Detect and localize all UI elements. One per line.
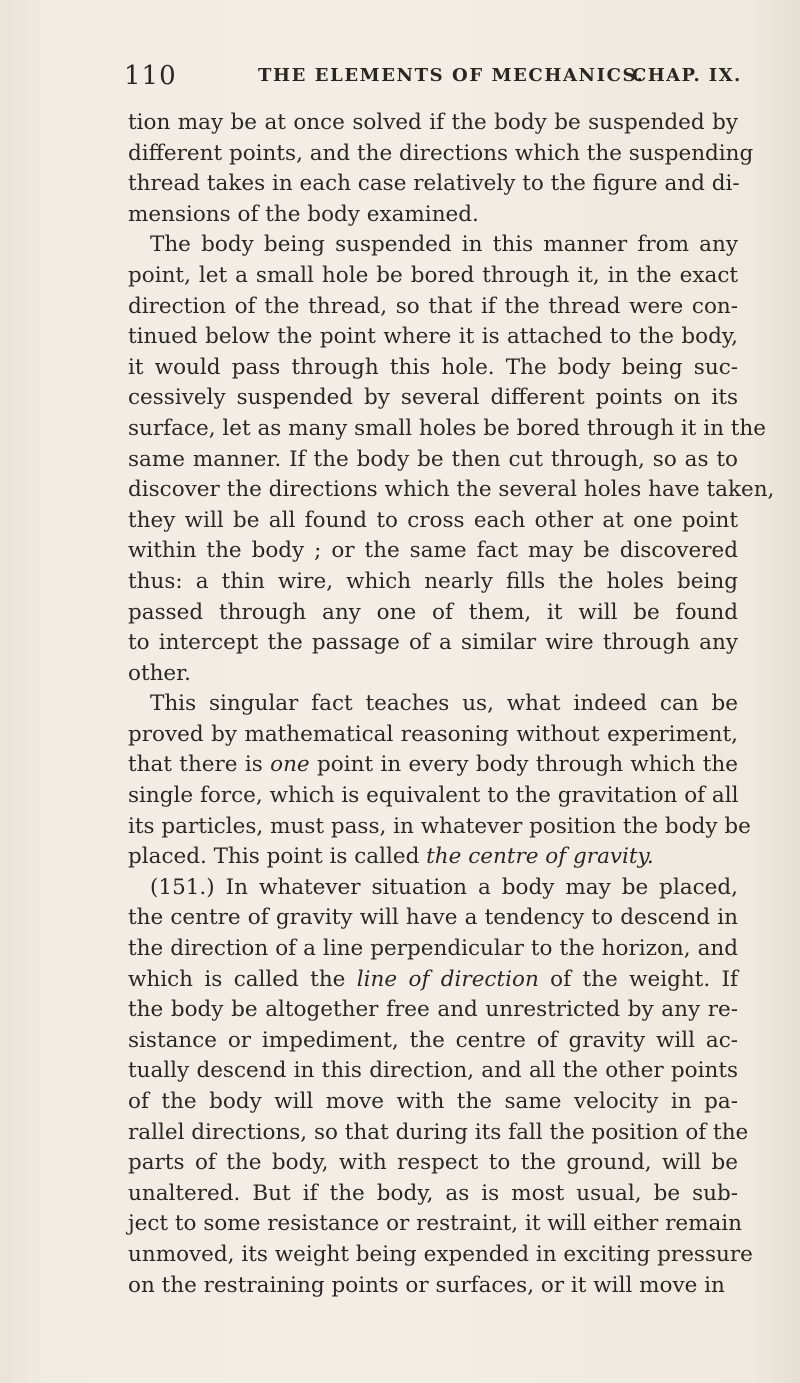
text-line: on the restraining points or surfaces, or it will move in bbox=[128, 1272, 725, 1298]
text-line: parts of the body, with respect to the ground, will be bbox=[128, 1150, 738, 1176]
text-line: the body be altogether free and unrestricted by any re- bbox=[128, 997, 738, 1023]
text-line: same manner. If the body be then cut through, so as to bbox=[128, 446, 738, 472]
text-line: single force, which is equivalent to the gravitation of all bbox=[128, 783, 739, 809]
text-line: its particles, must pass, in whatever position the body be bbox=[128, 813, 751, 839]
text-line: within the body ; or the same fact may be discovered bbox=[128, 538, 738, 564]
text-line: of the body will move with the same velocity in pa- bbox=[128, 1089, 738, 1114]
italic-phrase: one bbox=[270, 752, 310, 778]
text-line: surface, let as many small holes be bored through it in the bbox=[128, 415, 766, 441]
text-line: proved by mathematical reasoning without experiment, bbox=[128, 721, 738, 747]
page-number: 110 bbox=[124, 61, 177, 91]
running-title: THE ELEMENTS OF MECHANICS. bbox=[258, 65, 645, 86]
text-line-segment: placed. This point is called bbox=[128, 844, 427, 870]
text-line bbox=[128, 965, 738, 996]
text-line: ject to some resistance or restraint, it will either remain bbox=[128, 1211, 743, 1237]
italic-phrase: the centre of gravity. bbox=[426, 844, 654, 870]
text-line: cessively suspended by several different points on its bbox=[128, 385, 738, 411]
text-line-segment: that there is bbox=[128, 752, 271, 778]
text-line: tion may be at once solved if the body be suspended by bbox=[128, 110, 738, 135]
text-line-segment: point in every body through which the bbox=[309, 752, 738, 778]
text-line: discover the directions which the several holes have taken, bbox=[128, 477, 775, 503]
running-header bbox=[124, 58, 764, 94]
body-text bbox=[128, 108, 775, 1301]
text-line: it would pass through this hole. The body being suc- bbox=[128, 354, 738, 380]
text-line: other. bbox=[128, 660, 191, 686]
text-line: (151.) In whatever situation a body may be placed, bbox=[150, 874, 738, 900]
text-line: point, let a small hole be bored through it, in the exact bbox=[128, 262, 738, 288]
text-line: the direction of a line perpendicular to the horizon, and bbox=[128, 936, 738, 962]
chapter-label: CHAP. IX. bbox=[632, 65, 742, 86]
text-line: direction of the thread, so that if the thread were con- bbox=[128, 293, 738, 319]
text-line-segment: which is called the bbox=[128, 966, 357, 992]
text-line: they will be all found to cross each other at one point bbox=[128, 507, 738, 533]
italic-phrase: line of direction bbox=[356, 966, 539, 992]
text-line: unaltered. But if the body, as is most usual, be sub- bbox=[128, 1180, 738, 1206]
text-line: thread takes in each case relatively to the figure and di- bbox=[128, 171, 740, 197]
text-line: unmoved, its weight being expended in exciting pressure bbox=[128, 1241, 753, 1267]
text-line-segment: of the weight. If bbox=[538, 966, 738, 992]
text-line: tually descend in this direction, and all the other points bbox=[128, 1058, 738, 1084]
text-line: sistance or impediment, the centre of gravity will ac- bbox=[128, 1027, 738, 1053]
text-line: thus: a thin wire, which nearly fills the holes being bbox=[128, 568, 738, 594]
text-line: different points, and the directions which the suspending bbox=[128, 140, 754, 166]
text-line: This singular fact teaches us, what indeed can be bbox=[150, 691, 738, 717]
text-line: to intercept the passage of a similar wire through any bbox=[128, 630, 738, 656]
text-line: tinued below the point where it is attached to the body, bbox=[128, 324, 738, 350]
text-line: The body being suspended in this manner from any bbox=[150, 232, 738, 258]
text-line bbox=[128, 750, 738, 781]
text-line: passed through any one of them, it will be found bbox=[128, 599, 738, 625]
text-line bbox=[128, 842, 738, 873]
text-line: the centre of gravity will have a tendency to descend in bbox=[128, 905, 738, 931]
text-line: mensions of the body examined. bbox=[128, 201, 479, 227]
text-line: rallel directions, so that during its fall the position of the bbox=[128, 1119, 749, 1145]
